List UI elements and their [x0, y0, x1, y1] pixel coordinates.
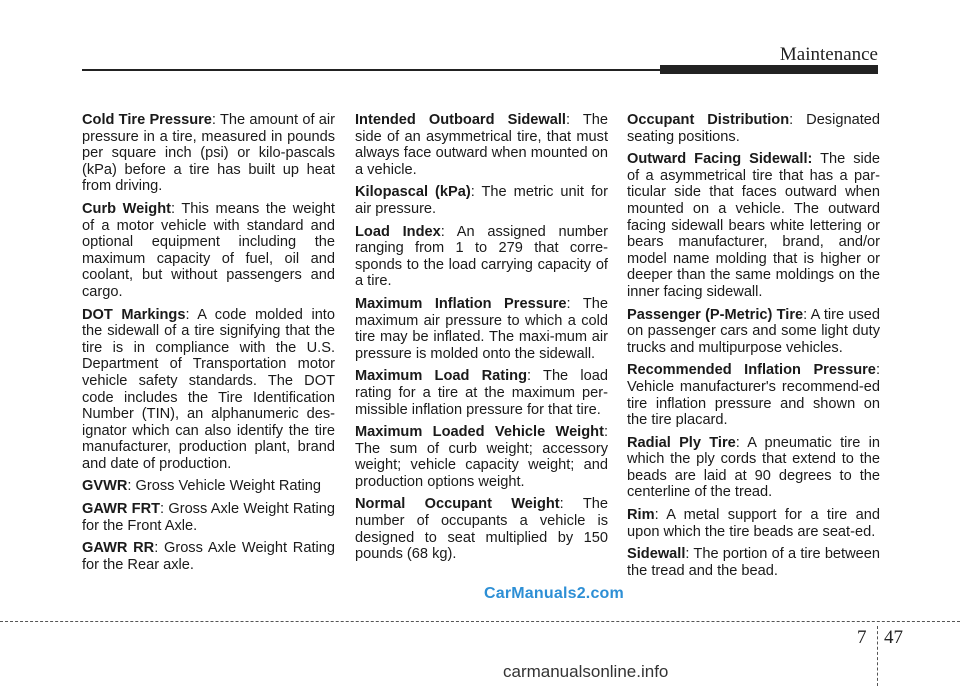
glossary-definition: The load rating for a tire at the maximum per-missible inflation pressure for that tire.	[355, 368, 608, 418]
glossary-entry	[355, 496, 608, 562]
glossary-term: Passenger (P-Metric) Tire	[627, 306, 804, 323]
glossary-separator: :	[803, 306, 811, 323]
glossary-entry	[82, 307, 335, 473]
glossary-separator: :	[211, 112, 220, 128]
glossary-entry	[355, 296, 608, 362]
section-title: Maintenance	[779, 44, 878, 65]
glossary-separator: :	[789, 112, 807, 128]
glossary-entry	[355, 184, 608, 217]
glossary-definition: The portion of a tire between the tread and the bead.	[627, 546, 880, 579]
glossary-entry	[627, 112, 880, 145]
glossary-term: GVWR	[82, 478, 128, 495]
glossary-definition: Gross Axle Weight Rating for the Rear axle.	[82, 540, 335, 573]
glossary-separator: :	[470, 184, 482, 201]
site-watermark: carmanualsonline.info	[503, 662, 669, 681]
glossary-definition: A metal support for a tire and upon which the tire beads are seat-ed.	[627, 507, 880, 540]
header-rule	[82, 69, 662, 71]
glossary-definition: Designated seating positions.	[627, 112, 880, 145]
glossary-definition: Gross Vehicle Weight Rating	[135, 478, 322, 495]
glossary-entry	[82, 478, 335, 495]
glossary-term: GAWR FRT	[82, 501, 161, 518]
glossary-term: DOT Markings	[82, 306, 186, 323]
chapter-number: 7	[857, 627, 867, 648]
page-number-divider	[877, 626, 879, 686]
glossary-entry	[82, 201, 335, 301]
glossary-entry	[82, 501, 335, 534]
glossary-definition: The side of an asymmetrical tire, that must always face outward when mounted on a vehicle.	[355, 112, 608, 178]
page-number: 47	[884, 627, 903, 648]
glossary-definition: A tire used on passenger cars and some light duty trucks and multipurpose vehicles.	[627, 306, 880, 356]
glossary-separator: :	[171, 200, 182, 217]
glossary-term: Occupant Distribution	[627, 112, 790, 128]
glossary-separator: :	[565, 112, 583, 128]
glossary-definition: The metric unit for air pressure.	[355, 184, 608, 217]
glossary-entry	[627, 307, 880, 357]
glossary-column-2	[355, 112, 608, 569]
glossary-term: Load Index	[355, 223, 441, 240]
glossary-entry	[355, 224, 608, 290]
glossary-term: Recommended Inflation Pressure	[627, 362, 876, 379]
header-rule-accent	[660, 65, 878, 74]
glossary-term: Maximum Inflation Pressure	[355, 295, 567, 312]
glossary-separator: :	[127, 478, 136, 495]
glossary-definition: The number of occupants a vehicle is designed to seat multiplied by 150 pounds (68 kg).	[355, 496, 608, 563]
glossary-separator: :	[735, 434, 748, 451]
glossary-term: Normal Occupant Weight	[355, 496, 560, 513]
glossary-term: Maximum Loaded Vehicle Weight	[355, 424, 604, 441]
glossary-entry	[355, 368, 608, 418]
glossary-separator: :	[654, 507, 667, 524]
glossary-term: Maximum Load Rating	[355, 368, 528, 385]
glossary-separator: :	[185, 306, 198, 323]
glossary-entry	[82, 540, 335, 573]
glossary-term: Outward Facing Sidewall:	[627, 151, 813, 168]
glossary-definition: This means the weight of a motor vehicle with standard and optional equipment including the maximum capacity of fuel, oil and coolant, but without passengers and cargo.	[82, 200, 335, 300]
glossary-entry	[627, 507, 880, 540]
glossary-term: Radial Ply Tire	[627, 434, 736, 451]
glossary-definition: The amount of air pressure in a tire, measured in pounds per square inch (psi) or kilo-pascals (kPa) before a tire has built up heat from driving.	[82, 112, 335, 195]
glossary-separator: :	[559, 496, 583, 513]
glossary-entry	[627, 435, 880, 501]
glossary-term: Rim	[627, 507, 655, 524]
glossary-separator: :	[875, 362, 880, 379]
glossary-definition: An assigned number ranging from 1 to 279 that corre-sponds to the load carrying capacity of a tire.	[355, 223, 609, 290]
glossary-definition: A code molded into the sidewall of a tire signifying that the tire is in compliance with the U.S. Department of Transportation motor vehicle safety standards. The DOT code includes the Tire Identification Number (TIN), an alphanumeric des-ignator which can also identify the tire manufacturer, production plant, brand and date of production.	[82, 306, 335, 472]
glossary-separator: :	[603, 424, 608, 441]
glossary-separator: :	[154, 540, 164, 557]
glossary-definition: Vehicle manufacturer's recommend-ed tire inflation pressure and shown on the tire placard.	[627, 378, 880, 429]
glossary-term: Intended Outboard Sidewall	[355, 112, 566, 128]
glossary-separator: :	[160, 501, 169, 518]
glossary-separator	[812, 151, 820, 167]
glossary-term: Kilopascal (kPa)	[355, 184, 471, 201]
glossary-term: GAWR RR	[82, 540, 155, 557]
glossary-entry	[627, 546, 880, 579]
glossary-definition: Gross Axle Weight Rating for the Front Axle.	[82, 501, 335, 534]
glossary-separator: :	[527, 368, 544, 385]
glossary-separator: :	[440, 223, 457, 240]
glossary-separator: :	[685, 546, 694, 563]
glossary-entry	[355, 424, 608, 490]
glossary-entry	[82, 112, 335, 195]
glossary-definition: The maximum air pressure to which a cold tire may be inflated. The maxi-mum air pressure is molded onto the sidewall.	[355, 295, 608, 362]
glossary-entry	[627, 362, 880, 428]
glossary-column-1	[82, 112, 335, 579]
glossary-definition: The sum of curb weight; accessory weight; vehicle capacity weight; and production options weight.	[355, 440, 608, 490]
glossary-definition: A pneumatic tire in which the ply cords that extend to the beads are laid at 90 degrees to the centerline of the tread.	[627, 434, 880, 501]
glossary-entry	[627, 151, 880, 300]
glossary-term: Sidewall	[627, 546, 686, 563]
glossary-separator: :	[566, 295, 583, 312]
footer-rule	[0, 621, 960, 622]
glossary-entry	[355, 112, 608, 178]
glossary-definition: The side of a asymmetrical tire that has a par-ticular side that faces outward when mounted on a vehicle. The outward facing sidewall bears white lettering or bears manufacturer, brand, and/or model name molding that is higher or deeper than the same moldings on the inner facing sidewall.	[627, 151, 880, 300]
glossary-term: Curb Weight	[82, 200, 172, 217]
glossary-column-3	[627, 112, 880, 585]
watermark-link[interactable]: CarManuals2.com	[484, 585, 624, 602]
glossary-term: Cold Tire Pressure	[82, 112, 212, 128]
